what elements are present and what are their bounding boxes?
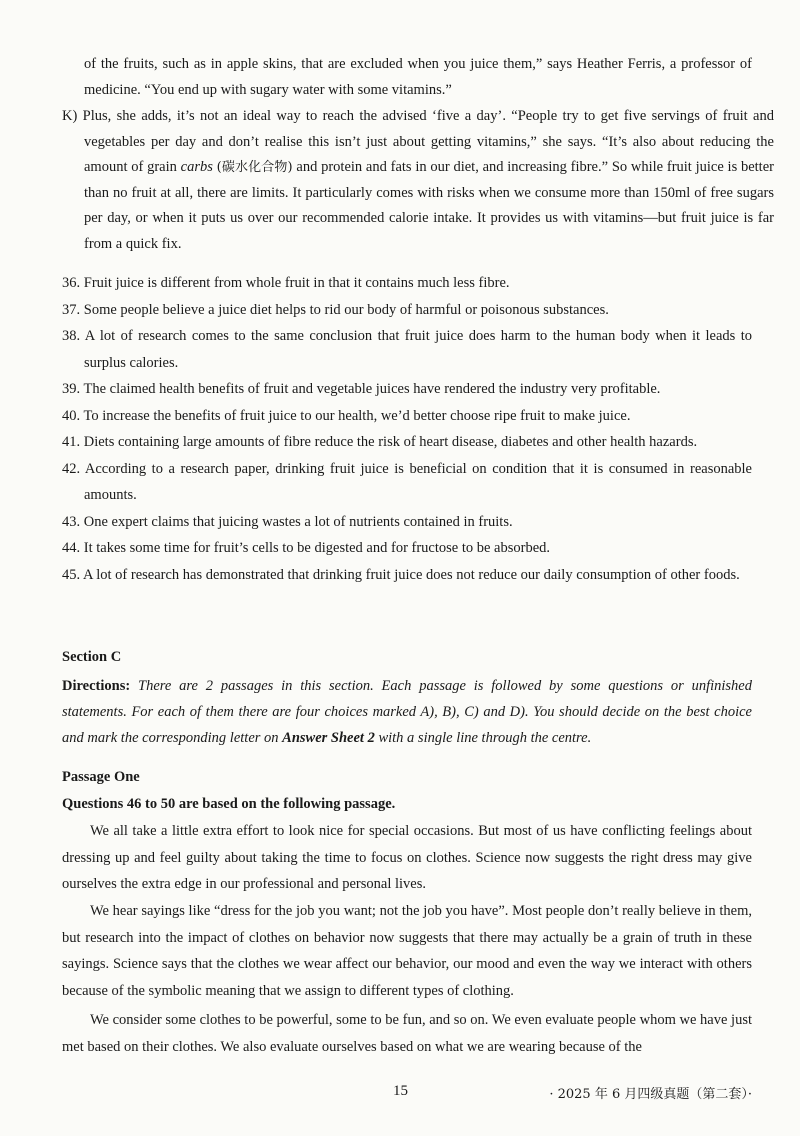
directions-text: There are 2 passages in this section. Each passage is followed by some questions or unfinished statements. For each of them there are four choices marked A), B), C) and D). You should decide on the best choice and mark the corresponding letter on [62, 678, 752, 746]
directions [62, 673, 752, 751]
question-44: 44. It takes some time for fruit’s cells to be digested and for fructose to be absorbed. [62, 540, 551, 556]
passage-one-subtitle: Questions 46 to 50 are based on the following passage. [62, 796, 396, 812]
carbs-word: carbs [180, 159, 213, 175]
question-39: 39. The claimed health benefits of fruit and vegetable juices have rendered the industry very profitable. [62, 381, 661, 397]
passage-k-text-a: Plus, she adds, it’s not an ideal way to reach the advised ‘five a day’. “People try to get five servings of fruit and vegetables per day and don’t realise this isn’t just about getting vitamins,” she says. “It’s also about reducing the amount of grain [82, 108, 774, 175]
question-40: 40. To increase the benefits of fruit juice to our health, we’d better choose ripe fruit to make juice. [62, 407, 631, 424]
page-number: 15 [393, 1083, 408, 1099]
passage-one-title: Passage One [62, 769, 140, 785]
question-43: 43. One expert claims that juicing wastes a lot of nutrients contained in fruits. [62, 513, 513, 530]
directions-end: with a single line through the centre. [378, 730, 592, 746]
passage-k-text-b: and protein and fats in our diet, and increasing fibre.” So while fruit juice is better than no fruit at all, there are limits. It particularly comes with risks when we consume more than 150ml of free sugars per day, or when it puts us over our recommended calorie intake. It provides us with vitamins—but fruit juice is far from a quick fix. [84, 159, 774, 252]
passage-one-paragraph-2: We hear sayings like “dress for the job you want; not the job you have”. Most people don’t really believe in them, but research into the impact of clothes on behavior now suggests that there may actually be a grain of truth in these sayings. Science says that the clothes we wear affect our behavior, our mood and even the way we interact with others because of the symbolic meaning that we assign to different types of clothing. [62, 903, 752, 999]
passage-k [62, 104, 774, 257]
carbs-gloss: (碳水化合物) [216, 160, 293, 175]
question-45: 45. A lot of research has demonstrated that drinking fruit juice does not reduce our daily consumption of other foods. [62, 566, 740, 583]
directions-label: Directions: [62, 678, 131, 694]
passage-one-paragraph-1: We all take a little extra effort to look nice for special occasions. But most of us have conflicting feelings about dressing up and feel guilty about taking the time to focus on clothes. Science now suggests the right dress may give ourselves the extra edge in our professional and personal lives. [62, 823, 752, 892]
question-37: 37. Some people believe a juice diet helps to rid our body of harmful or poisonous substances. [62, 301, 609, 318]
exam-title-footer: · 2025 年 6 月四级真题（第二套）· [549, 1087, 752, 1102]
question-41: 41. Diets containing large amounts of fibre reduce the risk of heart disease, diabetes and other health hazards. [62, 434, 698, 450]
section-c-title: Section C [62, 649, 122, 665]
question-42: 42. According to a research paper, drinking fruit juice is beneficial on condition that it is consumed in reasonable amounts. [62, 460, 752, 503]
question-36: 36. Fruit juice is different from whole fruit in that it contains much less fibre. [62, 275, 510, 291]
question-38: 38. A lot of research comes to the same conclusion that fruit juice does harm to the human body when it leads to surplus calories. [62, 328, 752, 371]
question-list [62, 270, 752, 588]
passage-k-previous-text: of the fruits, such as in apple skins, that are excluded when you juice them,” says Heather Ferris, a professor of medicine. “You end up with sugary water with some vitamins.” [84, 56, 752, 98]
answer-sheet-ref: Answer Sheet 2 [282, 730, 375, 746]
passage-one-paragraph-3: We consider some clothes to be powerful, some to be fun, and so on. We even evaluate people whom we have just met based on their clothes. We also evaluate ourselves based on what we are wearing because of the [62, 1012, 752, 1055]
passage-k-label: K) [62, 108, 78, 124]
